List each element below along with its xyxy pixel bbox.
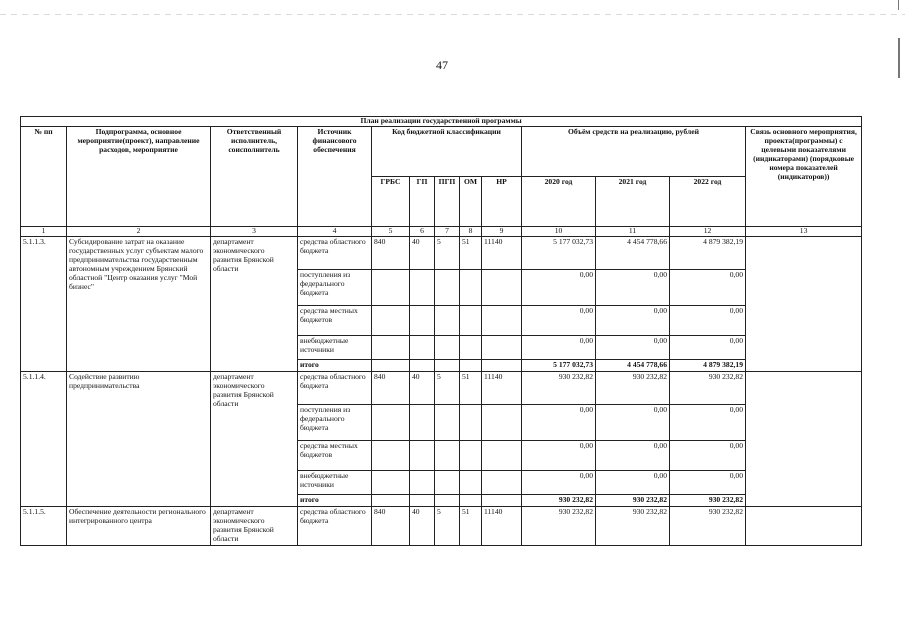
table-row <box>21 371 862 404</box>
table-row <box>21 506 862 545</box>
scan-artifact-top <box>0 14 905 15</box>
indicator-link <box>746 237 862 372</box>
code-om <box>460 336 482 360</box>
header-gp: ГП <box>410 177 435 227</box>
code-pgp <box>435 360 460 372</box>
amount-2020: 0,00 <box>522 440 596 470</box>
code-om <box>460 494 482 506</box>
amount-2021: 0,00 <box>596 336 670 360</box>
code-pgp <box>435 404 460 440</box>
responsible-executor: департамент экономического развития Брянской области <box>211 506 298 545</box>
funding-source: итого <box>298 494 372 506</box>
code-pgp: 5 <box>435 371 460 404</box>
amount-2021: 0,00 <box>596 470 670 494</box>
code-pgp <box>435 336 460 360</box>
amount-2020: 5 177 032,73 <box>522 360 596 372</box>
column-number: 13 <box>746 227 862 237</box>
code-om <box>460 440 482 470</box>
row-number: 5.1.1.3. <box>21 237 67 372</box>
funding-source: итого <box>298 360 372 372</box>
funding-source: средства местных бюджетов <box>298 440 372 470</box>
amount-2020: 0,00 <box>522 470 596 494</box>
activity-name: Обеспечение деятельности регионального интегрированного центра <box>67 506 211 545</box>
header-np: НР <box>482 177 522 227</box>
amount-2021: 0,00 <box>596 270 670 306</box>
code-pgp <box>435 270 460 306</box>
funding-source: средства областного бюджета <box>298 237 372 270</box>
funding-source: внебюджетные источники <box>298 336 372 360</box>
table-title: План реализации государственной программы <box>21 117 862 127</box>
code-np <box>482 440 522 470</box>
funding-source: поступления из федерального бюджета <box>298 270 372 306</box>
amount-2020: 0,00 <box>522 270 596 306</box>
header-year-2020: 2020 год <box>522 177 596 227</box>
code-np: 11140 <box>482 371 522 404</box>
code-pgp: 5 <box>435 506 460 545</box>
plan-table-wrapper <box>20 116 861 546</box>
column-number: 4 <box>298 227 372 237</box>
row-number: 5.1.1.5. <box>21 506 67 545</box>
funding-source: средства местных бюджетов <box>298 306 372 336</box>
amount-2022: 0,00 <box>670 336 746 360</box>
activity-name: Содействие развитию предпринимательства <box>67 371 211 506</box>
column-number: 9 <box>482 227 522 237</box>
responsible-executor: департамент экономического развития Брянской области <box>211 237 298 372</box>
header-source: Источник финансового обеспечения <box>298 127 372 227</box>
header-responsible: Ответственный исполнитель, соисполнитель <box>211 127 298 227</box>
code-gp: 40 <box>410 506 435 545</box>
code-grbs <box>372 360 410 372</box>
code-grbs <box>372 440 410 470</box>
indicator-link <box>746 371 862 506</box>
code-om <box>460 404 482 440</box>
code-gp <box>410 404 435 440</box>
header-volume: Объём средств на реализацию, рублей <box>522 127 746 177</box>
column-number: 12 <box>670 227 746 237</box>
amount-2020: 930 232,82 <box>522 506 596 545</box>
plan-table-body <box>21 237 862 546</box>
code-om: 51 <box>460 237 482 270</box>
amount-2022: 4 879 382,19 <box>670 360 746 372</box>
table-row <box>21 237 862 270</box>
amount-2021: 930 232,82 <box>596 506 670 545</box>
plan-table <box>20 116 862 546</box>
header-om: ОМ <box>460 177 482 227</box>
funding-source: внебюджетные источники <box>298 470 372 494</box>
column-number: 10 <box>522 227 596 237</box>
scan-artifact-right-top <box>898 0 899 10</box>
code-gp <box>410 494 435 506</box>
code-gp <box>410 306 435 336</box>
amount-2020: 0,00 <box>522 306 596 336</box>
amount-2022: 930 232,82 <box>670 494 746 506</box>
amount-2021: 4 454 778,66 <box>596 237 670 270</box>
header-pgp: ПГП <box>435 177 460 227</box>
code-grbs: 840 <box>372 237 410 270</box>
column-number: 1 <box>21 227 67 237</box>
column-number: 7 <box>435 227 460 237</box>
amount-2021: 930 232,82 <box>596 371 670 404</box>
code-np <box>482 470 522 494</box>
indicator-link <box>746 506 862 545</box>
funding-source: средства областного бюджета <box>298 506 372 545</box>
header-subprogram: Подпрограмма, основное мероприятие(проект), направление расходов, мероприятие <box>67 127 211 227</box>
code-grbs <box>372 336 410 360</box>
code-om: 51 <box>460 371 482 404</box>
code-gp: 40 <box>410 237 435 270</box>
amount-2022: 0,00 <box>670 470 746 494</box>
code-pgp <box>435 470 460 494</box>
amount-2022: 930 232,82 <box>670 371 746 404</box>
funding-source: поступления из федерального бюджета <box>298 404 372 440</box>
amount-2022: 4 879 382,19 <box>670 237 746 270</box>
code-gp <box>410 360 435 372</box>
code-pgp <box>435 440 460 470</box>
funding-source: средства областного бюджета <box>298 371 372 404</box>
code-np <box>482 360 522 372</box>
code-grbs: 840 <box>372 506 410 545</box>
amount-2021: 930 232,82 <box>596 494 670 506</box>
amount-2020: 5 177 032,73 <box>522 237 596 270</box>
header-budget-code: Код бюджетной классификации <box>372 127 522 177</box>
code-om: 51 <box>460 506 482 545</box>
column-number: 5 <box>372 227 410 237</box>
amount-2022: 930 232,82 <box>670 506 746 545</box>
code-grbs <box>372 306 410 336</box>
code-np <box>482 494 522 506</box>
amount-2020: 930 232,82 <box>522 494 596 506</box>
code-pgp: 5 <box>435 237 460 270</box>
activity-name: Субсидирование затрат на оказание государственных услуг субъектам малого предпринимательства государственным автономным учреждением Брянский областной "Центр оказания услуг "Мой бизнес" <box>67 237 211 372</box>
page-number: 47 <box>436 58 448 72</box>
column-number: 3 <box>211 227 298 237</box>
code-np <box>482 336 522 360</box>
column-number: 11 <box>596 227 670 237</box>
amount-2020: 930 232,82 <box>522 371 596 404</box>
code-om <box>460 360 482 372</box>
code-grbs <box>372 270 410 306</box>
code-np <box>482 306 522 336</box>
code-om <box>460 470 482 494</box>
code-grbs <box>372 494 410 506</box>
row-number: 5.1.1.4. <box>21 371 67 506</box>
code-om <box>460 306 482 336</box>
column-number: 2 <box>67 227 211 237</box>
header-grbs: ГРБС <box>372 177 410 227</box>
responsible-executor: департамент экономического развития Брянской области <box>211 371 298 506</box>
scan-artifact-right <box>898 38 900 78</box>
amount-2021: 4 454 778,66 <box>596 360 670 372</box>
code-grbs <box>372 470 410 494</box>
column-number: 6 <box>410 227 435 237</box>
code-pgp <box>435 494 460 506</box>
code-gp <box>410 470 435 494</box>
code-np <box>482 270 522 306</box>
amount-2020: 0,00 <box>522 336 596 360</box>
column-number: 8 <box>460 227 482 237</box>
code-om <box>460 270 482 306</box>
code-gp <box>410 440 435 470</box>
amount-2021: 0,00 <box>596 404 670 440</box>
code-pgp <box>435 306 460 336</box>
amount-2020: 0,00 <box>522 404 596 440</box>
code-grbs: 840 <box>372 371 410 404</box>
code-np: 11140 <box>482 506 522 545</box>
amount-2022: 0,00 <box>670 306 746 336</box>
code-np <box>482 404 522 440</box>
code-np: 11140 <box>482 237 522 270</box>
header-link: Связь основного мероприятия, проекта(программы) с целевыми показателями (индикаторами) (порядковые номера показателей (индикаторов)) <box>746 127 862 227</box>
header-year-2022: 2022 год <box>670 177 746 227</box>
code-grbs <box>372 404 410 440</box>
header-year-2021: 2021 год <box>596 177 670 227</box>
amount-2021: 0,00 <box>596 306 670 336</box>
code-gp <box>410 270 435 306</box>
amount-2022: 0,00 <box>670 404 746 440</box>
code-gp <box>410 336 435 360</box>
amount-2022: 0,00 <box>670 270 746 306</box>
amount-2021: 0,00 <box>596 440 670 470</box>
header-num: № пп <box>21 127 67 227</box>
code-gp: 40 <box>410 371 435 404</box>
amount-2022: 0,00 <box>670 440 746 470</box>
column-number-row <box>21 227 862 237</box>
